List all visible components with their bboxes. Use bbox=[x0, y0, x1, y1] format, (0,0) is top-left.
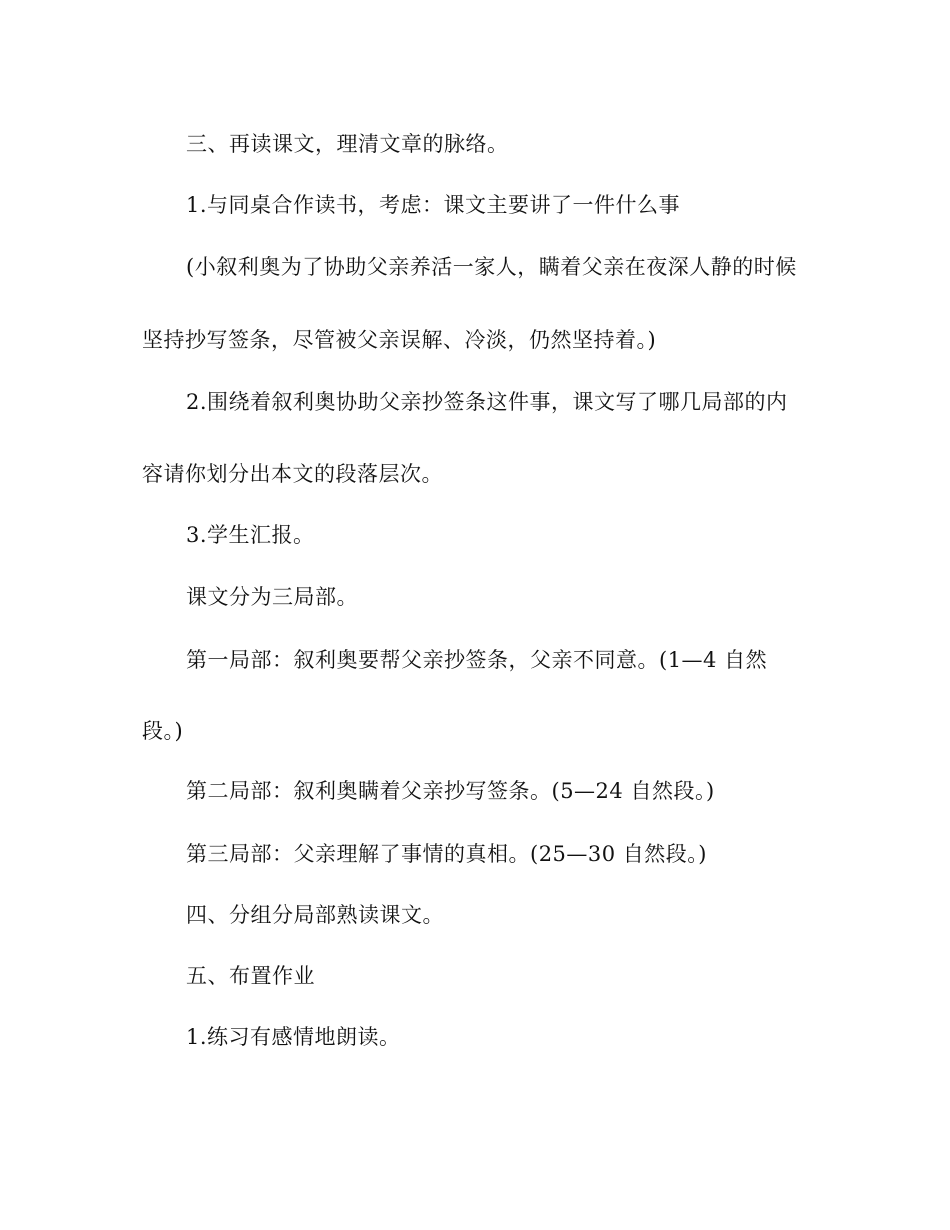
paragraph-line: (小叙利奥为了协助父亲养活一家人，瞒着父亲在夜深人静的时候 bbox=[186, 255, 797, 279]
paragraph-line: 第二局部：叙利奥瞒着父亲抄写签条。(5—24 自然段。) bbox=[186, 779, 715, 803]
paragraph-line: 1.与同桌合作读书，考虑：课文主要讲了一件什么事 bbox=[186, 193, 681, 217]
paragraph-line: 段。) bbox=[142, 719, 184, 743]
paragraph-line: 3.学生汇报。 bbox=[186, 523, 315, 547]
section-heading-five: 五、布置作业 bbox=[186, 964, 315, 988]
paragraph-line: 1.练习有感情地朗读。 bbox=[186, 1025, 401, 1049]
paragraph-line: 课文分为三局部。 bbox=[186, 585, 358, 609]
paragraph-line: 第一局部：叙利奥要帮父亲抄签条，父亲不同意。(1—4 自然 bbox=[186, 648, 768, 672]
paragraph-line: 坚持抄写签条，尽管被父亲误解、冷淡，仍然坚持着。) bbox=[142, 328, 657, 352]
paragraph-line: 容请你划分出本文的段落层次。 bbox=[142, 462, 443, 486]
paragraph-line: 2.围绕着叙利奥协助父亲抄签条这件事，课文写了哪几局部的内 bbox=[186, 390, 788, 414]
section-heading-three: 三、再读课文，理清文章的脉络。 bbox=[186, 132, 509, 156]
section-heading-four: 四、分组分局部熟读课文。 bbox=[186, 903, 444, 927]
paragraph-line: 第三局部：父亲理解了事情的真相。(25—30 自然段。) bbox=[186, 842, 708, 866]
